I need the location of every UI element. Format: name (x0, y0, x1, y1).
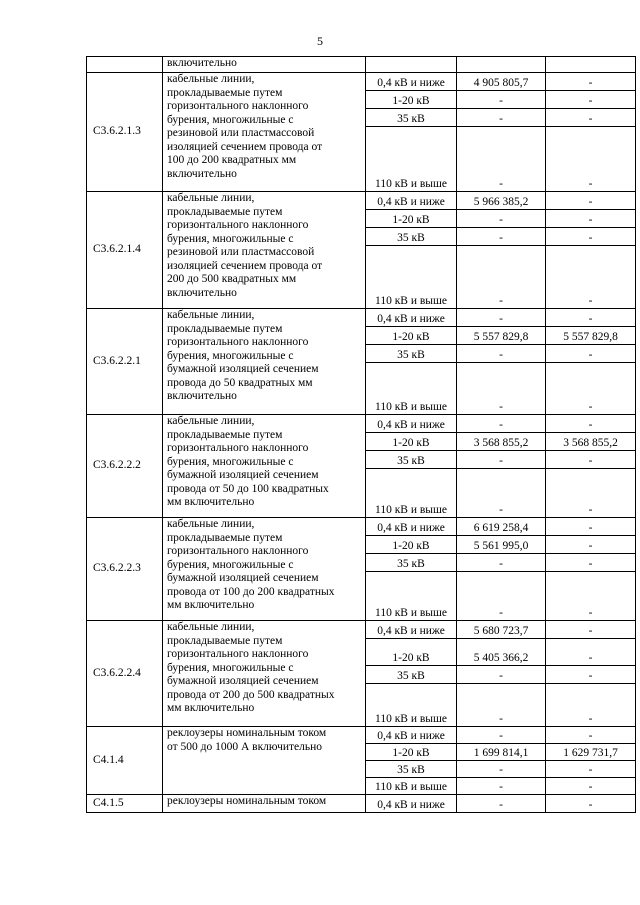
voltage-cell: 1-20 кВ (366, 433, 457, 451)
value-cell: - (457, 309, 546, 327)
value-cell: - (546, 639, 636, 666)
description-line: горизонтального наклонного (167, 648, 309, 660)
value-cell: 5 966 385,2 (457, 192, 546, 210)
description-line: прокладываемые путем (167, 634, 283, 647)
voltage-cell: 35 кВ (366, 666, 457, 684)
value-cell: - (546, 451, 636, 469)
table-row (87, 192, 636, 210)
table-row (87, 795, 636, 813)
description-cell (163, 795, 366, 813)
description-line: 100 до 200 квадратных мм (167, 154, 297, 166)
description-cell (163, 621, 366, 727)
voltage-cell: 0,4 кВ и ниже (366, 518, 457, 536)
description-line: резиновой или пластмассовой (167, 246, 315, 258)
description-line: провода до 50 квадратных мм (167, 376, 313, 389)
description-line: реклоузеры номинальным током (167, 795, 327, 807)
value-cell: - (546, 73, 636, 91)
description-line: провода от 50 до 100 квадратных (167, 482, 329, 495)
code-cell: С3.6.2.2.4 (87, 621, 163, 727)
voltage-cell: 35 кВ (366, 554, 457, 572)
description-line: бумажной изоляцией сечением (167, 363, 319, 375)
voltage-cell: 1-20 кВ (366, 91, 457, 109)
voltage-cell: 35 кВ (366, 228, 457, 246)
description-line: прокладываемые путем (167, 322, 283, 335)
description-line: включительно (167, 167, 237, 180)
description-line: бумажной изоляцией сечением (167, 469, 319, 481)
voltage-cell: 35 кВ (366, 109, 457, 127)
value-cell: - (546, 621, 636, 639)
voltage-cell: 110 кВ и выше (366, 127, 457, 192)
description-line: 200 до 500 квадратных мм (167, 273, 297, 285)
description-line: бурения, многожильные с (167, 232, 294, 245)
value-cell: - (457, 109, 546, 127)
value-cell: 5 561 995,0 (457, 536, 546, 554)
description-line: бумажной изоляцией сечением (167, 675, 319, 687)
value-cell: 3 568 855,2 (457, 433, 546, 451)
description-line: бумажной изоляцией сечением (167, 572, 319, 584)
table-row (87, 309, 636, 327)
voltage-cell: 1-20 кВ (366, 210, 457, 228)
value-cell: - (546, 246, 636, 309)
voltage-cell: 1-20 кВ (366, 744, 457, 761)
description-line: кабельные линии, (167, 192, 255, 204)
description-line: включительно (167, 286, 237, 299)
voltage-cell: 110 кВ и выше (366, 363, 457, 415)
description-cell (163, 309, 366, 415)
description-line: горизонтального наклонного (167, 545, 309, 557)
code-cell: С3.6.2.1.3 (87, 73, 163, 192)
description-line: от 500 до 1000 А включительно (167, 740, 323, 753)
description-line: горизонтального наклонного (167, 219, 309, 231)
value-cell: 5 680 723,7 (457, 621, 546, 639)
code-cell: С3.6.2.1.4 (87, 192, 163, 309)
value-cell: - (457, 210, 546, 228)
voltage-cell: 1-20 кВ (366, 536, 457, 554)
description-line: горизонтального наклонного (167, 336, 309, 348)
description-cell (163, 192, 366, 309)
voltage-cell: 0,4 кВ и ниже (366, 727, 457, 744)
tariff-table (86, 56, 636, 813)
value-cell: - (546, 469, 636, 518)
description-line: кабельные линии, (167, 73, 255, 85)
voltage-cell: 110 кВ и выше (366, 684, 457, 727)
description-line: изоляцией сечением провода от (167, 259, 323, 272)
description-line: бурения, многожильные с (167, 349, 294, 362)
value-cell: - (546, 666, 636, 684)
value-cell: - (457, 795, 546, 813)
value-cell: - (546, 91, 636, 109)
value-cell: 1 699 814,1 (457, 744, 546, 761)
voltage-cell: 0,4 кВ и ниже (366, 73, 457, 91)
value-cell (546, 57, 636, 73)
voltage-cell: 1-20 кВ (366, 639, 457, 666)
value-cell: 5 557 829,8 (457, 327, 546, 345)
value-cell: - (546, 192, 636, 210)
value-cell: - (546, 415, 636, 433)
value-cell: - (546, 210, 636, 228)
description-line: бурения, многожильные с (167, 113, 294, 126)
value-cell: - (546, 518, 636, 536)
value-cell: 5 405 366,2 (457, 639, 546, 666)
voltage-cell: 0,4 кВ и ниже (366, 192, 457, 210)
voltage-cell: 35 кВ (366, 345, 457, 363)
description-line: провода от 100 до 200 квадратных (167, 585, 335, 598)
value-cell: - (546, 761, 636, 778)
value-cell: - (457, 415, 546, 433)
code-cell (87, 57, 163, 73)
value-cell (457, 57, 546, 73)
table-row (87, 57, 636, 73)
description-line: кабельные линии, (167, 621, 255, 633)
description-line: кабельные линии, (167, 309, 255, 321)
value-cell: - (546, 727, 636, 744)
description-line: включительно (167, 390, 237, 402)
voltage-cell: 1-20 кВ (366, 327, 457, 345)
value-cell: - (457, 684, 546, 727)
value-cell: - (457, 91, 546, 109)
value-cell: - (546, 684, 636, 727)
value-cell: - (546, 536, 636, 554)
voltage-cell: 110 кВ и выше (366, 469, 457, 518)
value-cell: - (457, 363, 546, 415)
table-row (87, 415, 636, 433)
value-cell: - (546, 554, 636, 572)
description-line: резиновой или пластмассовой (167, 127, 315, 139)
value-cell: - (457, 666, 546, 684)
value-cell: - (546, 109, 636, 127)
description-line: мм включительно (167, 702, 255, 714)
description-cell (163, 415, 366, 518)
page-number: 5 (317, 34, 323, 48)
value-cell: - (457, 554, 546, 572)
value-cell: 4 905 805,7 (457, 73, 546, 91)
value-cell: - (546, 795, 636, 813)
description-line: прокладываемые путем (167, 531, 283, 544)
voltage-cell: 110 кВ и выше (366, 572, 457, 621)
voltage-cell: 0,4 кВ и ниже (366, 415, 457, 433)
value-cell: 1 629 731,7 (546, 744, 636, 761)
table-row (87, 518, 636, 536)
table-row (87, 727, 636, 744)
description-line: прокладываемые путем (167, 205, 283, 218)
value-cell: - (457, 127, 546, 192)
value-cell: - (457, 228, 546, 246)
value-cell: - (457, 778, 546, 795)
description-cell (163, 73, 366, 192)
value-cell: - (457, 761, 546, 778)
value-cell: 3 568 855,2 (546, 433, 636, 451)
description-line: провода от 200 до 500 квадратных (167, 688, 335, 701)
value-cell: - (546, 309, 636, 327)
voltage-cell: 0,4 кВ и ниже (366, 621, 457, 639)
value-cell: - (457, 345, 546, 363)
code-cell: С3.6.2.2.1 (87, 309, 163, 415)
description-line: кабельные линии, (167, 415, 255, 427)
voltage-cell: 110 кВ и выше (366, 778, 457, 795)
description-line: прокладываемые путем (167, 428, 283, 441)
value-cell: - (457, 727, 546, 744)
value-cell: - (546, 572, 636, 621)
description-line: изоляцией сечением провода от (167, 140, 323, 153)
description-line: бурения, многожильные с (167, 661, 294, 674)
value-cell: 5 557 829,8 (546, 327, 636, 345)
description-line: кабельные линии, (167, 518, 255, 530)
value-cell: - (457, 469, 546, 518)
description-line: бурения, многожильные с (167, 558, 294, 571)
code-cell: С4.1.4 (87, 727, 163, 795)
code-cell: С3.6.2.2.2 (87, 415, 163, 518)
value-cell: - (457, 451, 546, 469)
value-cell: - (546, 778, 636, 795)
description-line: горизонтального наклонного (167, 100, 309, 112)
voltage-cell: 0,4 кВ и ниже (366, 309, 457, 327)
description-line: горизонтального наклонного (167, 442, 309, 454)
value-cell: - (457, 246, 546, 309)
voltage-cell (366, 57, 457, 73)
description-line: мм включительно (167, 496, 255, 508)
description-cell (163, 518, 366, 621)
value-cell: - (546, 228, 636, 246)
description-line: реклоузеры номинальным током (167, 727, 327, 739)
value-cell: 6 619 258,4 (457, 518, 546, 536)
value-cell: - (457, 572, 546, 621)
value-cell: - (546, 345, 636, 363)
value-cell: - (546, 363, 636, 415)
table-row (87, 621, 636, 639)
code-cell: С4.1.5 (87, 795, 163, 813)
voltage-cell: 0,4 кВ и ниже (366, 795, 457, 813)
description-cell: включительно (163, 57, 366, 73)
table-row (87, 73, 636, 91)
description-line: мм включительно (167, 599, 255, 611)
code-cell: С3.6.2.2.3 (87, 518, 163, 621)
voltage-cell: 35 кВ (366, 451, 457, 469)
description-line: прокладываемые путем (167, 86, 283, 99)
description-cell (163, 727, 366, 795)
description-line: бурения, многожильные с (167, 455, 294, 468)
voltage-cell: 35 кВ (366, 761, 457, 778)
value-cell: - (546, 127, 636, 192)
voltage-cell: 110 кВ и выше (366, 246, 457, 309)
